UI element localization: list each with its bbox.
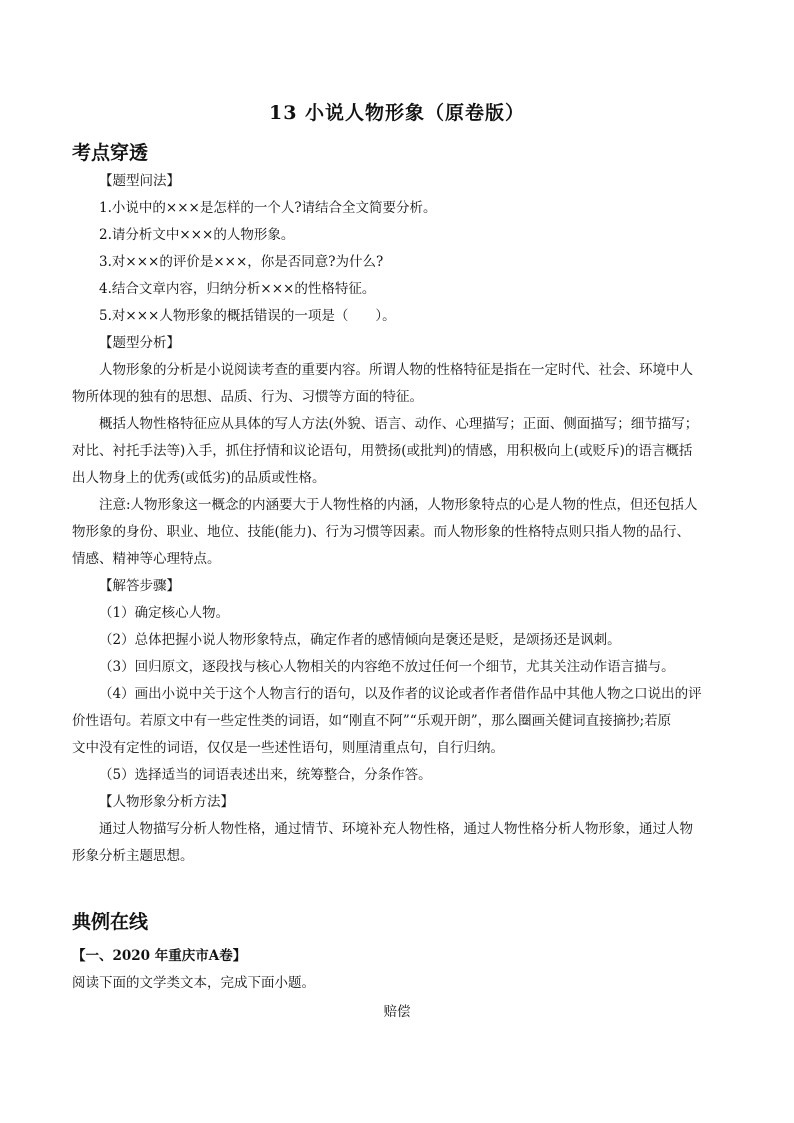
question-item-5: 5.对×××人物形象的概括错误的一项是（ ）。 bbox=[99, 308, 396, 324]
question-item-4: 4.结合文章内容，归纳分析×××的性格特征。 bbox=[99, 281, 376, 297]
question-item-2: 2.请分析文中×××的人物形象。 bbox=[99, 227, 295, 243]
analysis-p2-line1: 概括人物性格特征应从具体的写人方法(外貌、语言、动作、心理描写；正面、侧面描写；细节描写； bbox=[99, 416, 699, 432]
step-3: （3）回归原文，逐段找与核心人物相关的内容绝不放过任何一个细节，尤其关注动作语言描与。 bbox=[99, 659, 675, 675]
question-item-3: 3.对×××的评价是×××，你是否同意?为什么? bbox=[99, 254, 384, 270]
example-intro: 阅读下面的文学类文本，完成下面小题。 bbox=[72, 975, 315, 991]
story-title: 赔偿 bbox=[383, 1004, 411, 1020]
question-types-header: 【题型问法】 bbox=[99, 173, 180, 189]
steps-header: 【解答步骤】 bbox=[99, 578, 180, 594]
step-5: （5）选择适当的词语表述出来，统筹整合，分条作答。 bbox=[99, 767, 432, 783]
step-4-line2: 价性语句。若原文中有一些定性类的词语，如“刚直不阿”“乐观开朗”，那么圈画关健词直接摘抄;若原 bbox=[72, 713, 672, 729]
question-item-1: 1.小说中的×××是怎样的一个人?请结合全文简要分析。 bbox=[99, 200, 437, 216]
main-content bbox=[72, 168, 732, 870]
section-heading-kaodian: 考点穿透 bbox=[72, 142, 149, 164]
analysis-p2-line3: 出人物身上的优秀(或低劣)的品质或性格。 bbox=[72, 470, 326, 486]
analysis-p1-line2: 物所体现的独有的思想、品质、行为、习惯等方面的特征。 bbox=[72, 389, 423, 405]
step-4-line3: 文中没有定性的词语，仅仅是一些述性语句，则厘清重点句，自行归纳。 bbox=[72, 740, 504, 756]
analysis-p3-line3: 情感、精神等心理特点。 bbox=[72, 551, 221, 567]
analysis-p3-line2: 物形象的身份、职业、地位、技能(能力)、行为习惯等因素。而人物形象的性格特点则只指人物的品行、 bbox=[72, 524, 691, 540]
analysis-header: 【题型分析】 bbox=[99, 335, 180, 351]
section-heading-dianli: 典例在线 bbox=[72, 911, 149, 933]
methods-line2: 形象分析主题思想。 bbox=[72, 848, 194, 864]
methods-line1: 通过人物描写分析人物性格，通过情节、环境补充人物性格，通过人物性格分析人物形象，通过人物 bbox=[99, 821, 693, 837]
step-2: （2）总体把握小说人物形象特点，确定作者的感情倾向是褒还是贬，是颂扬还是讽刺。 bbox=[99, 632, 621, 648]
step-1: （1）确定核心人物。 bbox=[99, 605, 230, 621]
analysis-p2-line2: 对比、衬托手法等)入手，抓住抒情和议论语句，用赞扬(或批判)的情感，用积极向上(或贬斥)的语言概括 bbox=[72, 443, 693, 459]
analysis-p3-line1: 注意:人物形象这一概念的内涵要大于人物性格的内涵，人物形象特点的心是人物的性点，但还包括人 bbox=[99, 497, 698, 513]
page-title: 13 小说人物形象（原卷版） bbox=[268, 102, 526, 124]
step-4-line1: （4）画出小说中关于这个人物言行的语句，以及作者的议论或者作者借作品中其他人物之口说出的评 bbox=[99, 686, 702, 702]
analysis-p1-line1: 人物形象的分析是小说阅读考查的重要内容。所谓人物的性格特征是指在一定时代、社会、环境中人 bbox=[99, 362, 693, 378]
methods-header: 【人物形象分析方法】 bbox=[99, 794, 234, 810]
example-label: 【一、2020 年重庆市A卷】 bbox=[72, 948, 247, 964]
